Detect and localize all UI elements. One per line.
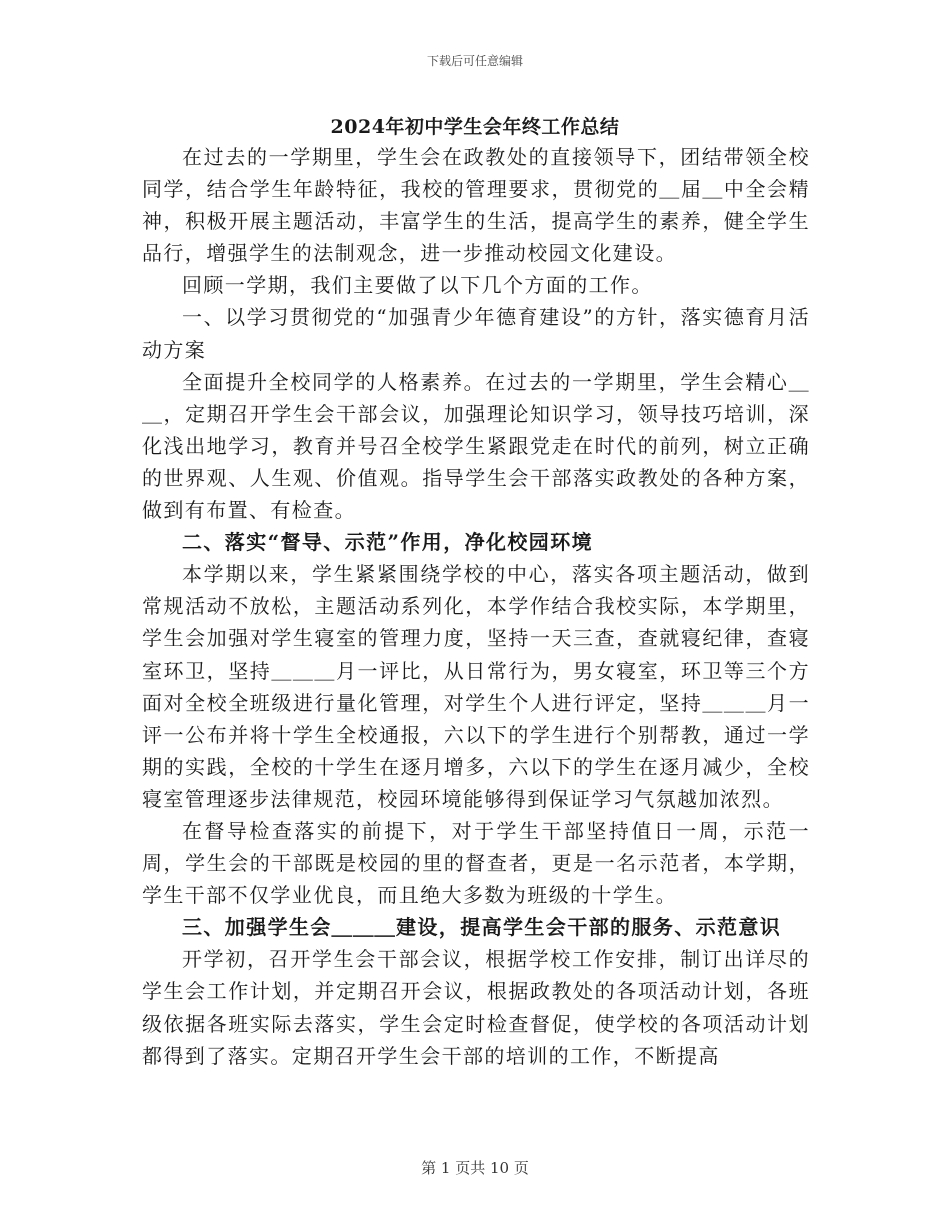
paragraph-section-1: 全面提升全校同学的人格素养。在过去的一学期里，学生会精心＿＿，定期召开学生会干部会议，加强理论知识学习，领导技巧培训，深化浅出地学习，教育并号召全校学生紧跟党走在时代的前列，树立正确的世界观、人生观、价值观。指导学生会干部落实政教处的各种方案，做到有布置、有检查。	[142, 369, 810, 523]
paragraph-section-3: 开学初，召开学生会干部会议，根据学校工作安排，制订出详尽的学生会工作计划，并定期召开会议，根据政教处的各项活动计划，各班级依据各班实际去落实，学生会定时检查督促，使学校的各项活动计划都得到了落实。定期召开学生会干部的培训的工作，不断提高	[142, 947, 810, 1068]
document-title: 2024年初中学生会年终工作总结	[330, 116, 620, 138]
paragraph-review: 回顾一学期，我们主要做了以下几个方面的工作。	[182, 273, 653, 298]
paragraph-intro: 在过去的一学期里，学生会在政教处的直接领导下，团结带领全校同学，结合学生年龄特征，我校的管理要求，贯彻党的＿届＿中全会精神，积极开展主题活动，丰富学生的生活，提高学生的素养，健全学生品行，增强学生的法制观念，进一步推动校园文化建设。	[142, 145, 810, 266]
page-footer: 第 1 页共 10 页	[421, 1159, 529, 1177]
paragraph-section-2b: 在督导检查落实的前提下，对于学生干部坚持值日一周，示范一周，学生会的干部既是校园的里的督查者，更是一名示范者，本学期，学生干部不仅学业优良，而且绝大多数为班级的十学生。	[142, 818, 810, 908]
section-heading-1: 一、以学习贯彻党的“加强青少年德育建设”的方针，落实德育月活动方案	[142, 305, 810, 362]
header-note: 下载后可任意编辑	[426, 54, 523, 68]
paragraph-section-2a: 本学期以来，学生紧紧围绕学校的中心，落实各项主题活动，做到常规活动不放松，主题活动系列化，本学作结合我校实际，本学期里，学生会加强对学生寝室的管理力度，坚持一天三查，查就寝纪律，查寝室环卫，坚持＿＿＿月一评比，从日常行为，男女寝室，环卫等三个方面对全校全班级进行量化管理，对学生个人进行评定，坚持＿＿＿月一评一公布并将十学生全校通报，六以下的学生进行个别帮教，通过一学期的实践，全校的十学生在逐月增多，六以下的学生在逐月减少，全校寝室管理逐步法律规范，校园环境能够得到保证学习气氛越加浓烈。	[142, 562, 810, 811]
section-heading-2: 二、落实“督导、示范”作用，净化校园环境	[182, 530, 594, 555]
document-body	[142, 141, 810, 1072]
section-heading-3: 三、加强学生会＿＿＿建设，提高学生会干部的服务、示范意识	[182, 915, 782, 940]
